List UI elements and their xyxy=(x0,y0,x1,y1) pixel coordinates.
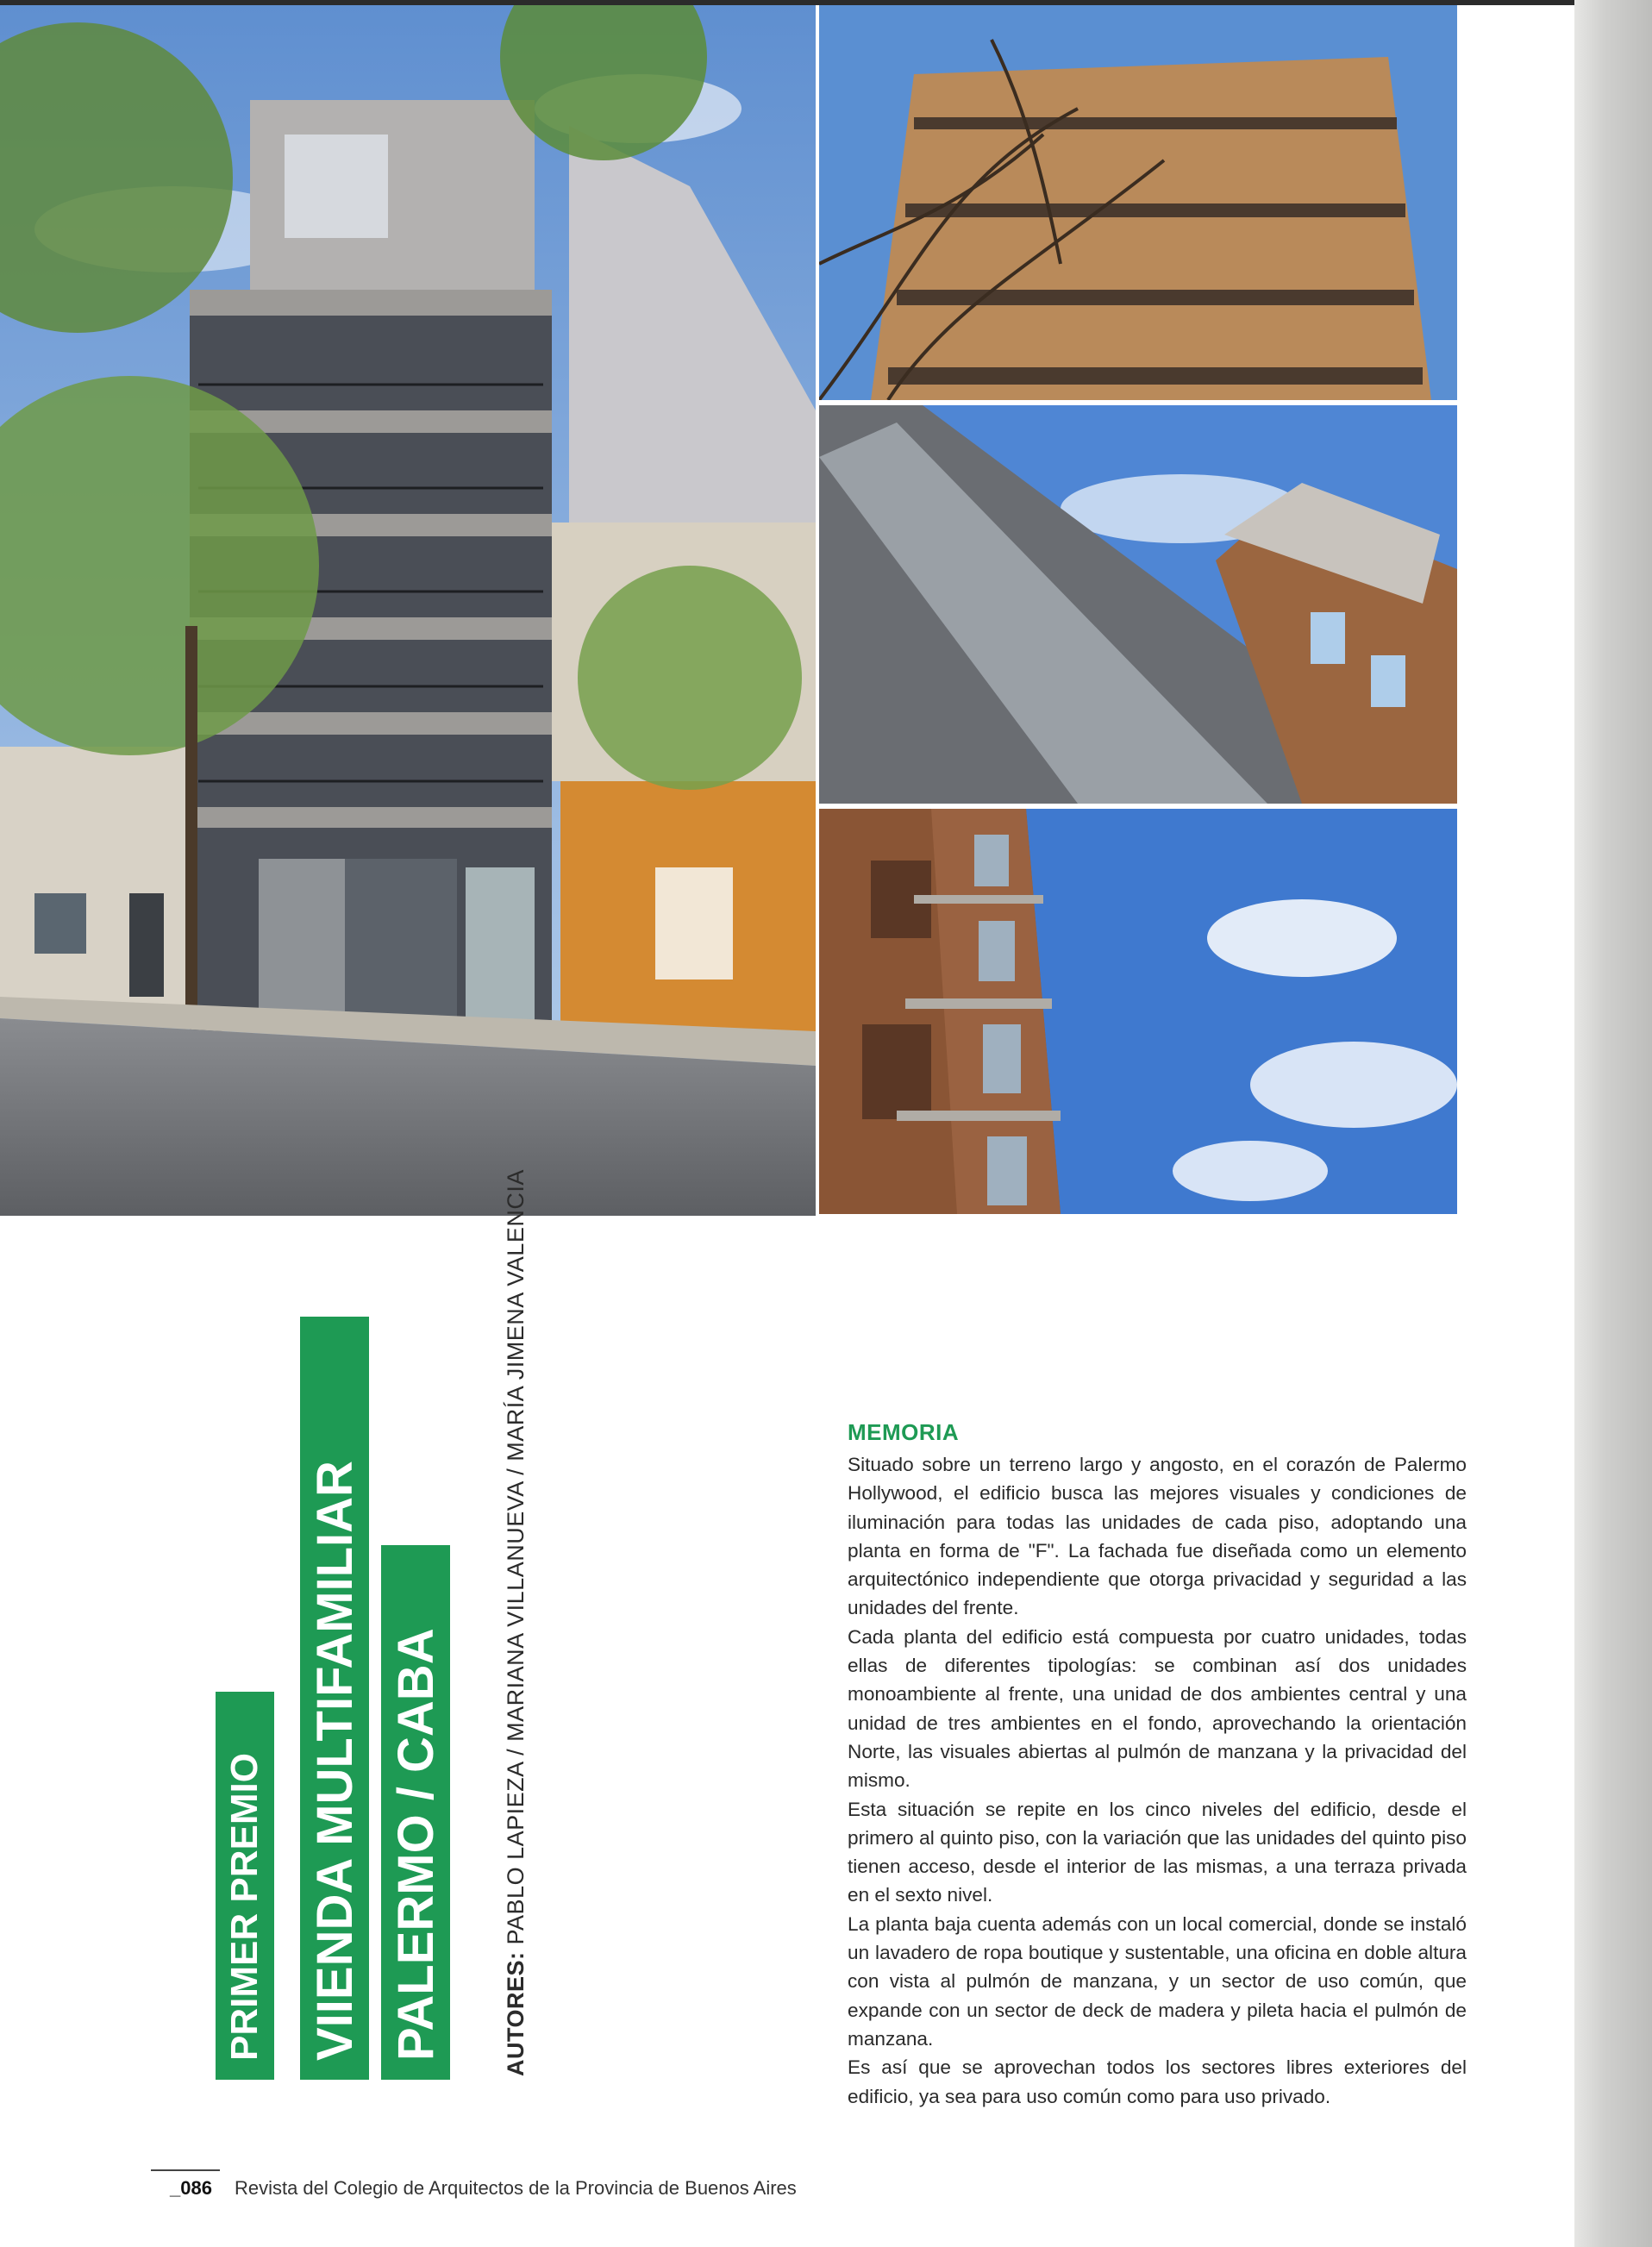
award-band xyxy=(216,1692,274,2080)
location-text: PALERMO / CABA xyxy=(387,1628,444,2061)
project-name-band xyxy=(300,1317,369,2080)
memoria-paragraph: Es así que se aprovechan todos los sectores libres exteriores del edificio, ya sea para uso común como para uso privado. xyxy=(848,2056,1467,2107)
main-building-photo xyxy=(0,5,816,1216)
memoria-paragraph: Situado sobre un terreno largo y angosto, en el corazón de Palermo Hollywood, el edificio busca las mejores visuales y condiciones de iluminación para todas las unidades de cada piso, adoptando una planta en forma de "F". La fachada fue diseñada como un elemento arquitectónico independiente que otorga privacidad y seguridad a las unidades del frente. xyxy=(848,1454,1467,1619)
page-footer xyxy=(151,2177,797,2200)
footer-rule xyxy=(151,2169,220,2171)
page-number: _086 xyxy=(170,2177,212,2199)
facade-angled-photo xyxy=(819,405,1457,804)
memoria-paragraph: Cada planta del edificio está compuesta por cuatro unidades, todas ellas de diferentes tipologías: se combinan así dos unidades monoambiente al frente, una unidad de dos ambientes central y una unidad de tres ambientes en el fondo, aprovechando la orientación Norte, las visuales abiertas al pulmón de manzana y la privacidad del mismo. xyxy=(848,1625,1467,1792)
award-text: PRIMER PREMIO xyxy=(223,1753,266,2061)
memoria-body xyxy=(848,1450,1467,2111)
balconies-upward-photo xyxy=(819,5,1457,400)
memoria-paragraph: La planta baja cuenta además con un local comercial, donde se instaló un lavadero de ropa boutique y sustentable, una oficina en doble altura con vista al pulmón de manzana, y un sector de uso común, que expande con un sector de deck de madera y pileta hacia el pulmón de manzana. xyxy=(848,1912,1467,2050)
memoria-heading: MEMORIA xyxy=(848,1419,960,1445)
authors-line xyxy=(498,1169,533,2080)
publication-name: Revista del Colegio de Arquitectos de la Provincia de Buenos Aires xyxy=(234,2177,797,2199)
authors-names: PABLO LAPIEZA / MARIANA VILLANUEVA / MARÍA JIMENA VALENCIA xyxy=(502,1169,529,1945)
location-band xyxy=(381,1545,450,2080)
project-name-text: VIIENDA MULTIFAMILIAR xyxy=(306,1461,363,2061)
authors-label: AUTORES: xyxy=(502,1951,529,2076)
memoria-paragraph: Esta situación se repite en los cinco niveles del edificio, desde el primero al quinto piso, con la variación que las unidades del quinto piso tienen acceso, desde el interior de las mismas, a una terraza privada en el sexto nivel. xyxy=(848,1798,1467,1906)
side-facade-photo xyxy=(819,809,1457,1214)
scan-page-edge xyxy=(1574,0,1652,2247)
